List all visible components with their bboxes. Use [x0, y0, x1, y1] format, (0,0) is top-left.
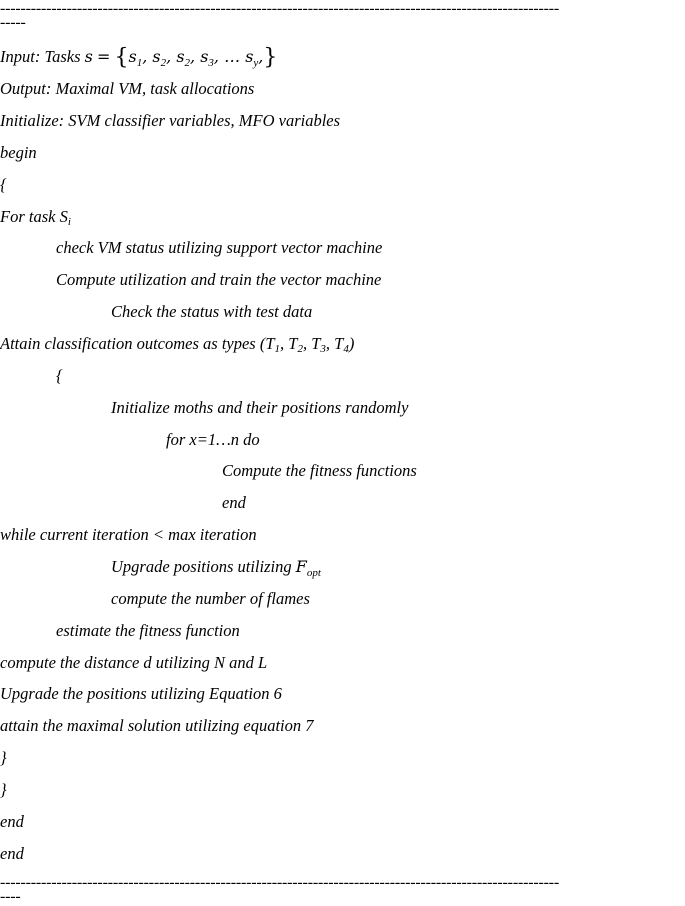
compute-distance-line: compute the distance d utilizing N and L: [0, 653, 268, 672]
compute-util-line: Compute utilization and train the vector machine: [56, 270, 382, 289]
input-comma: ,: [258, 47, 264, 66]
end-line-2: end: [0, 844, 24, 863]
input-s2-sub: 2: [160, 57, 167, 69]
sep: , T: [280, 334, 298, 353]
input-sep: ,: [190, 47, 201, 66]
input-ellipsis: , …: [213, 47, 246, 66]
while-line: while current iteration < max iteration: [0, 525, 257, 544]
input-s2b: s: [176, 47, 185, 66]
check-vm-line: check VM status utilizing support vector machine: [56, 238, 383, 257]
upgrade-eq6-line: Upgrade the positions utilizing Equation 6: [0, 684, 282, 703]
input-s1-sub: 1: [136, 57, 143, 69]
input-eq: =: [97, 47, 111, 66]
brace-close-1: }: [0, 748, 7, 767]
sep: , T: [302, 334, 321, 353]
compute-flames-line: compute the number of flames: [111, 589, 310, 608]
input-s3-sub: 3: [208, 57, 214, 69]
input-s3: s: [200, 47, 209, 66]
input-sep: ,: [142, 47, 153, 66]
attain-class-line: [0, 334, 354, 354]
fopt-var: F: [295, 557, 307, 576]
rule-bottom: -------------------------------------------------------------------------------------------------------------: [0, 874, 559, 891]
t2-sub: 2: [297, 343, 303, 355]
input-s2b-sub: 2: [184, 57, 191, 69]
input-sy-sub: y: [253, 57, 259, 69]
compute-fitness-line: Compute the fitness functions: [222, 461, 417, 480]
for-task-text: For task S: [0, 207, 68, 226]
attain-max-line: attain the maximal solution utilizing equation 7: [0, 716, 314, 735]
t4-sub: 4: [343, 343, 349, 355]
rule-top: -------------------------------------------------------------------------------------------------------------: [0, 0, 559, 17]
brace-open-1: {: [0, 175, 7, 194]
end-inner-line: end: [222, 493, 246, 512]
t1-sub: 1: [274, 343, 281, 355]
input-lbrace: {: [114, 45, 129, 70]
rule-bottom-tail: ----: [0, 888, 21, 905]
upgrade-fopt-line: [111, 557, 321, 577]
for-loop-line: for x=1…n do: [166, 430, 260, 449]
sep: , T: [325, 334, 344, 353]
input-set-var: s: [84, 47, 93, 66]
for-task-line: [0, 207, 71, 227]
input-sy: s: [245, 47, 254, 66]
fopt-sub: opt: [306, 567, 321, 579]
end-line-1: end: [0, 812, 24, 831]
output-line: Output: Maximal VM, task allocations: [0, 79, 255, 98]
input-s1: s: [128, 47, 137, 66]
brace-open-2: {: [56, 366, 63, 385]
close-paren: ): [348, 334, 355, 353]
input-sep: ,: [166, 47, 177, 66]
attain-class-text: Attain classification outcomes as types (T: [0, 334, 275, 353]
input-rbrace: }: [263, 45, 278, 70]
upgrade-fopt-text: Upgrade positions utilizing: [111, 557, 296, 576]
input-s2: s: [152, 47, 161, 66]
brace-close-2: }: [0, 780, 7, 799]
for-task-sub: i: [67, 216, 71, 228]
check-status-line: Check the status with test data: [111, 302, 313, 321]
begin-keyword: begin: [0, 143, 37, 162]
rule-top-tail: -----: [0, 14, 26, 31]
input-prefix: Input: Tasks: [0, 47, 85, 66]
t3-sub: 3: [320, 343, 326, 355]
init-line: Initialize: SVM classifier variables, MFO variables: [0, 111, 341, 130]
input-line: [0, 45, 278, 70]
init-moths-line: Initialize moths and their positions randomly: [111, 398, 409, 417]
estimate-fitness-line: estimate the fitness function: [56, 621, 240, 640]
